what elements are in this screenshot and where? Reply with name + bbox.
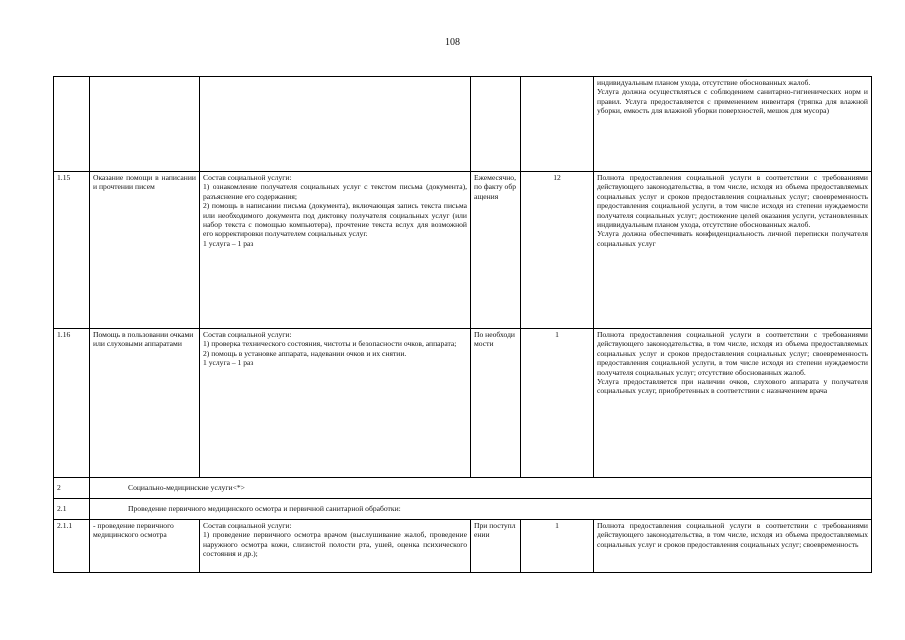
table-row bbox=[54, 77, 872, 172]
quality-text: Услуга должна обеспечивать конфиденциальность личной переписки получателя социальных услуг bbox=[597, 229, 868, 248]
quality-text: Услуга должна осуществляться с соблюдением санитарно-гигиенических норм и правил. Услуга предоставляется с применением инвентаря (тряпка для влажной уборки, емкость для влажной уборки поверхностей, мешок для мусора) bbox=[597, 87, 868, 116]
volume-cell: 1 bbox=[521, 329, 594, 478]
quality-text: Полнота предоставления социальной услуги в соответствии с требованиями действующего законодательства, в том числе, исходя из объема предоставляемых социальных услуг и сроков предоставления социальных услуг; своевременность bbox=[597, 521, 868, 549]
section-title: Социально-медицинские услуги<*> bbox=[90, 478, 872, 499]
service-composition-cell bbox=[200, 520, 471, 573]
section-number-cell: 2 bbox=[54, 478, 90, 499]
volume-cell bbox=[521, 77, 594, 172]
table-row bbox=[54, 172, 872, 329]
service-name-cell: Помощь в пользовании очками или слуховыми аппаратами bbox=[90, 329, 200, 478]
frequency-cell: При поступлении bbox=[471, 520, 521, 573]
table-row bbox=[54, 520, 872, 573]
volume-cell: 1 bbox=[521, 520, 594, 573]
composition-text: Состав социальной услуги: bbox=[203, 521, 292, 530]
composition-text: Состав социальной услуги: bbox=[203, 173, 292, 182]
service-name-cell bbox=[90, 77, 200, 172]
quality-cell bbox=[594, 172, 872, 329]
section-row bbox=[54, 499, 872, 520]
service-name-cell: Оказание помощи в написании и прочтении писем bbox=[90, 172, 200, 329]
service-composition-cell bbox=[200, 172, 471, 329]
frequency-cell bbox=[471, 77, 521, 172]
composition-text: 1) проведение первичного осмотра врачом (выслушивание жалоб, проведение наружного осмотра кожи, слизистой полости рта, ушей, оценка психического состояния и др.); bbox=[203, 530, 467, 559]
row-number-cell: 2.1.1 bbox=[54, 520, 90, 573]
composition-text: 1 услуга – 1 раз bbox=[203, 358, 254, 368]
quality-text: Услуга предоставляется при наличии очков, слухового аппарата у получателя социальных услуг, приобретенных в соответствии с назначением врача bbox=[597, 377, 868, 396]
frequency-cell: Ежемесячно, по факту обращения bbox=[471, 172, 521, 329]
table-row bbox=[54, 329, 872, 478]
quality-text: Полнота предоставления социальной услуги в соответствии с требованиями действующего законодательства, в том числе, исходя из объема предоставляемых социальных услуг и сроков предоставления социальных услуг; своевременность предоставления социальной услуги, в том числе исходя из степени нуждаемости получателя социальных услуг; отсутствие обоснованных жалоб. bbox=[597, 330, 868, 377]
quality-text: Полнота предоставления социальной услуги в соответствии с требованиями действующего законодательства, в том числе, исходя из объема предоставляемых социальных услуг и сроков предоставления социальных услуг; своевременность предоставления социальной услуги, в том числе исходя из степени нуждаемости получателя социальных услуг; достижение целей оказания услуги, установленных индивидуальным планом ухода, отсутствие обоснованных жалоб. bbox=[597, 173, 868, 230]
composition-text: 2) помощь в установке аппарата, надевании очков и их снятии. bbox=[203, 348, 407, 358]
service-composition-cell bbox=[200, 77, 471, 172]
quality-cell bbox=[594, 329, 872, 478]
services-table bbox=[53, 76, 872, 573]
service-name-cell: - проведение первичного медицинского осмотра bbox=[90, 520, 200, 573]
row-number-cell: 1.15 bbox=[54, 172, 90, 329]
row-number-cell bbox=[54, 77, 90, 172]
composition-text: 2) помощь в написании письма (документа), включающая запись текста письма или необходимого документа под диктовку получателя социальных услуг (или набор текста с помощью компьютера), прочтение текста вслух для возможной его корректировки получателем социальных услуг. bbox=[203, 201, 467, 239]
quality-cell bbox=[594, 520, 872, 573]
page-number: 108 bbox=[445, 37, 460, 48]
composition-text: 1) ознакомление получателя социальных услуг с текстом письма (документа), разъяснение его содержания; bbox=[203, 182, 467, 201]
quality-text: индивидуальным планом ухода, отсутствие обоснованных жалоб. bbox=[597, 78, 811, 87]
composition-text: 1) проверка технического состояния, чистоты и безопасности очков, аппарата; bbox=[203, 339, 457, 349]
composition-text: 1 услуга – 1 раз bbox=[203, 238, 254, 248]
section-title: Проведение первичного медицинского осмотра и первичной санитарной обработки: bbox=[90, 499, 872, 520]
composition-text: Состав социальной услуги: bbox=[203, 330, 292, 339]
frequency-cell: По необходимости bbox=[471, 329, 521, 478]
row-number-cell: 1.16 bbox=[54, 329, 90, 478]
section-number-cell: 2.1 bbox=[54, 499, 90, 520]
quality-cell bbox=[594, 77, 872, 172]
volume-cell: 12 bbox=[521, 172, 594, 329]
service-composition-cell bbox=[200, 329, 471, 478]
section-row bbox=[54, 478, 872, 499]
